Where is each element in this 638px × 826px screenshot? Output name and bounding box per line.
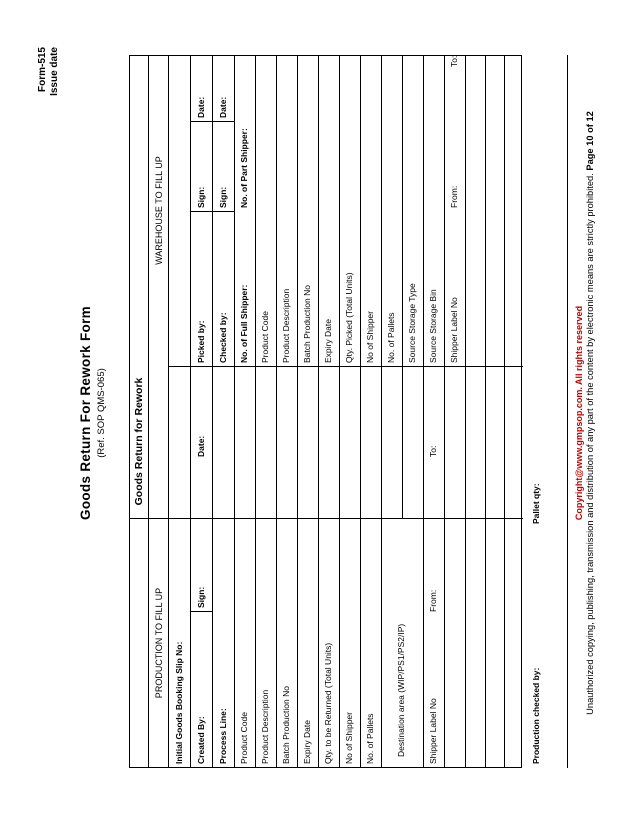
main-heading: Goods Return for Rework — [133, 377, 145, 506]
warehouse-to-label: To: — [449, 55, 459, 67]
production-to-label: To: — [428, 445, 438, 457]
checked-date-label: Date: — [218, 96, 228, 118]
picked-sign-label: Sign: — [196, 186, 206, 208]
production-heading: PRODUCTION TO FILL UP — [154, 587, 164, 699]
prod-row-qty-returned: Qty. to be Returned (Total Units) — [323, 642, 333, 764]
picked-by-label: Picked by: — [196, 320, 206, 363]
prod-row-no-shipper: No of Shipper — [344, 712, 354, 764]
wh-row-source-storage-bin: Source Storage Bin — [428, 289, 438, 363]
production-from-label: From: — [428, 589, 438, 612]
prod-row-destination: Destination area (WIP/PS1/PS2/IP) — [396, 623, 406, 757]
wh-row-product-code: Product Code — [260, 311, 270, 363]
prod-row-shipper-label: Shipper Label No — [428, 698, 438, 764]
initial-slip-label: Initial Goods Booking Slip No: — [174, 641, 184, 764]
pallet-qty-label: Pallet qty: — [531, 483, 541, 524]
wh-row-no-shipper: No of Shipper — [365, 311, 375, 363]
wh-row-no-pallets: No. of Pallets — [386, 312, 396, 363]
wh-row-source-storage-type: Source Storage Type — [407, 283, 417, 363]
sop-reference: (Ref. SOP QMS-065) — [96, 368, 107, 458]
footer-disclaimer — [585, 0, 595, 826]
created-by-label: Created By: — [196, 716, 206, 764]
prod-row-batch: Batch Production No — [281, 686, 291, 764]
return-table — [129, 55, 522, 768]
production-sign-label: Sign: — [196, 586, 206, 608]
wh-row-expiry: Expiry Date — [323, 319, 333, 363]
copyright-notice: Copyright@www.gmpsop.com. All rights reserved — [574, 305, 584, 521]
prod-row-expiry: Expiry Date — [302, 720, 312, 764]
disclaimer-text: Unauthorized copying, publishing, transmission and distribution of any part of the content by electronic means are strictly prohibited. — [585, 173, 595, 715]
process-line-label: Process Line: — [218, 708, 228, 764]
prod-row-product-description: Product Description — [260, 689, 270, 764]
warehouse-from-label: From: — [449, 185, 459, 208]
wh-row-qty-picked: Qty. Picked (Total Units) — [344, 272, 354, 363]
prod-row-no-pallets: No. of Pallets — [365, 713, 375, 764]
production-checked-by-label: Production checked by: — [531, 667, 541, 764]
picked-date-label: Date: — [196, 96, 206, 118]
footer-divider — [567, 55, 568, 768]
page-number: Page 10 of 12 — [585, 111, 595, 171]
form-number-block — [37, 47, 61, 96]
part-shipper-label: No. of Part Shipper: — [239, 128, 249, 208]
form-number: Form-515 — [37, 47, 48, 93]
wh-row-shipper-label: Shipper Label No — [449, 297, 459, 363]
issue-date: Issue date — [49, 47, 60, 96]
warehouse-heading: WAREHOUSE TO FILL UP — [154, 156, 164, 265]
form-title: Goods Return For Rework Form — [78, 306, 93, 520]
wh-row-batch: Batch Production No — [302, 285, 312, 363]
full-shipper-label: No. of Full Shipper: — [239, 284, 249, 363]
wh-row-product-description: Product Description — [281, 288, 291, 363]
production-date-label: Date: — [196, 435, 206, 457]
prod-row-product-code: Product Code — [239, 712, 249, 764]
checked-by-label: Checked by: — [218, 312, 228, 363]
checked-sign-label: Sign: — [218, 186, 228, 208]
